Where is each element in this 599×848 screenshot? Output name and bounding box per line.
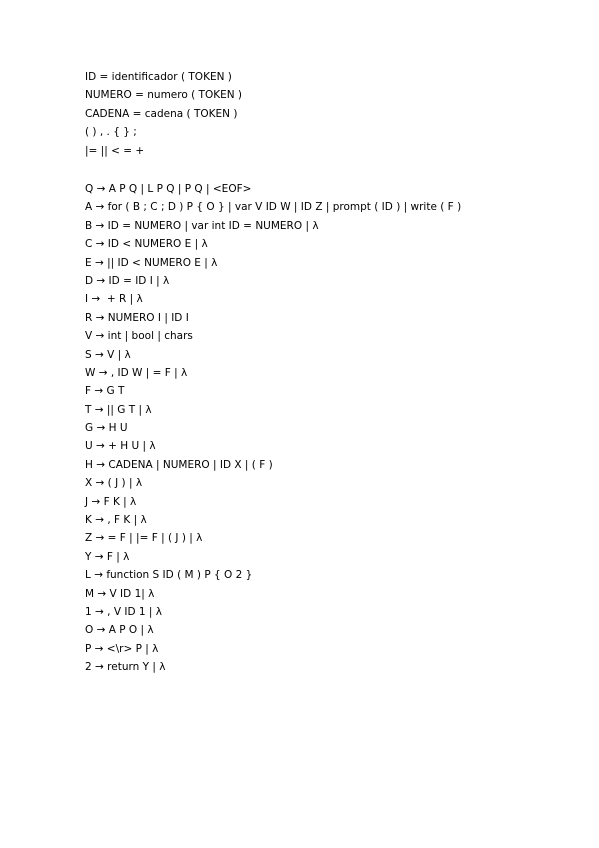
token-definitions [85,68,242,160]
grammar-rule: C → ID < NUMERO E | λ [85,238,208,251]
grammar-rule: 2 → return Y | λ [85,661,166,674]
token-line: CADENA = cadena ( TOKEN ) [85,107,238,120]
grammar-rule: S → V | λ [85,348,131,361]
grammar-rule: Z → = F | |= F | ( J ) | λ [85,532,203,545]
grammar-rule: T → || G T | λ [85,403,152,416]
grammar-rule: H → CADENA | NUMERO | ID X | ( F ) [85,458,273,471]
grammar-rule: Y → F | λ [85,550,130,563]
grammar-rule: U → + H U | λ [85,440,156,453]
grammar-rule: A → for ( B ; C ; D ) P { O } | var V ID W | ID Z | prompt ( ID ) | write ( F ) [85,201,462,214]
grammar-rule: W → , ID W | = F | λ [85,366,188,379]
token-line: ID = identificador ( TOKEN ) [85,71,232,83]
grammar-rule: I → + R | λ [85,293,143,306]
grammar-rule: V → int | bool | chars [85,330,193,343]
grammar-rule: M → V ID 1| λ [85,587,155,600]
grammar-rule: K → , F K | λ [85,514,147,527]
grammar-rule: J → F K | λ [85,495,137,508]
grammar-rule: O → A P O | λ [85,624,154,637]
grammar-rule: X → ( J ) | λ [85,477,143,490]
grammar-rule: 1 → , V ID 1 | λ [85,605,162,618]
grammar-rule: Q → A P Q | L P Q | P Q | <EOF> [85,183,252,195]
grammar-rule: D → ID = ID I | λ [85,274,170,287]
grammar-rule: P → <\r> P | λ [85,642,159,655]
token-line: NUMERO = numero ( TOKEN ) [85,89,243,102]
token-line: |= || < = + [85,144,145,157]
grammar-rules [85,180,461,677]
token-line: ( ) , . { } ; [85,126,137,139]
grammar-rule: R → NUMERO I | ID I [85,311,189,324]
grammar-rule: L → function S ID ( M ) P { O 2 } [85,569,253,582]
grammar-rule: G → H U [85,422,128,435]
grammar-rule: F → G T [85,385,125,398]
grammar-rule: B → ID = NUMERO | var int ID = NUMERO | λ [85,219,319,232]
grammar-rule: E → || ID < NUMERO E | λ [85,256,218,269]
